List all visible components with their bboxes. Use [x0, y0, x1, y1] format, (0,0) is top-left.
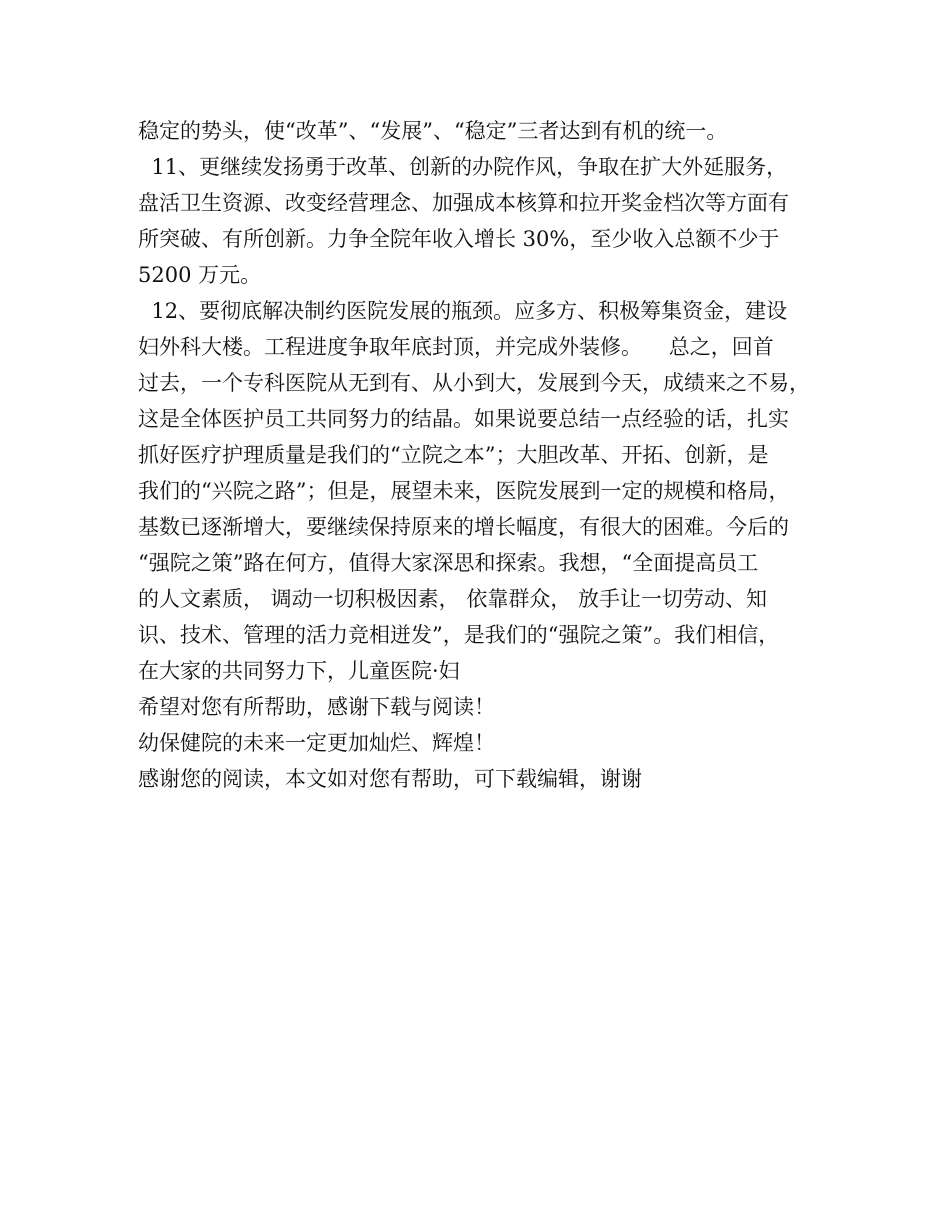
- text-line-1: 稳定的势头，使“改革”、“发展”、“稳定”三者达到有机的统一。: [138, 119, 728, 143]
- text-line-12: 基数已逐渐增大，要继续保持原来的增长幅度，有很大的困难。今后的: [138, 515, 789, 539]
- text-line-6: 12、要彻底解决制约医院发展的瓶颈。应多方、积极筹集资金，建设: [138, 299, 788, 323]
- text-line-13: “强院之策”路在何方，值得大家深思和探索。我想，“全面提高员工: [138, 551, 759, 575]
- text-line-15: 识、技术、管理的活力竞相迸发”，是我们的“强院之策”。我们相信，: [138, 623, 780, 647]
- text-line-4: 所突破、有所创新。力争全院年收入增长 30%，至少收入总额不少于: [138, 227, 780, 251]
- text-line-8: 过去，一个专科医院从无到有、从小到大，发展到今天，成绩来之不易，: [138, 371, 810, 395]
- text-line-10: 抓好医疗护理质量是我们的“立院之本”；大胆改革、开拓、创新，是: [138, 443, 769, 467]
- text-line-18: 幼保健院的未来一定更加灿烂、辉煌！: [138, 731, 495, 755]
- text-line-19: 感谢您的阅读，本文如对您有帮助，可下载编辑，谢谢: [138, 767, 642, 791]
- document-body: [138, 113, 828, 797]
- text-line-2: 11、更继续发扬勇于改革、创新的办院作风，争取在扩大外延服务，: [138, 155, 788, 179]
- text-line-7: 妇外科大楼。工程进度争取年底封顶，并完成外装修。 总之，回首: [138, 335, 774, 359]
- text-line-14: 的人文素质， 调动一切积极因素， 依靠群众， 放手让一切劳动、知: [138, 587, 768, 611]
- text-line-17: 希望对您有所帮助，感谢下载与阅读！: [138, 695, 495, 719]
- text-line-9: 这是全体医护员工共同努力的结晶。如果说要总结一点经验的话，扎实: [138, 407, 789, 431]
- text-line-3: 盘活卫生资源、改变经营理念、加强成本核算和拉开奖金档次等方面有: [138, 191, 789, 215]
- text-line-16: 在大家的共同努力下，儿童医院·妇: [138, 659, 460, 683]
- text-line-5: 5200 万元。: [138, 263, 262, 287]
- text-line-11: 我们的“兴院之路”；但是，展望未来，医院发展到一定的规模和格局，: [138, 479, 790, 503]
